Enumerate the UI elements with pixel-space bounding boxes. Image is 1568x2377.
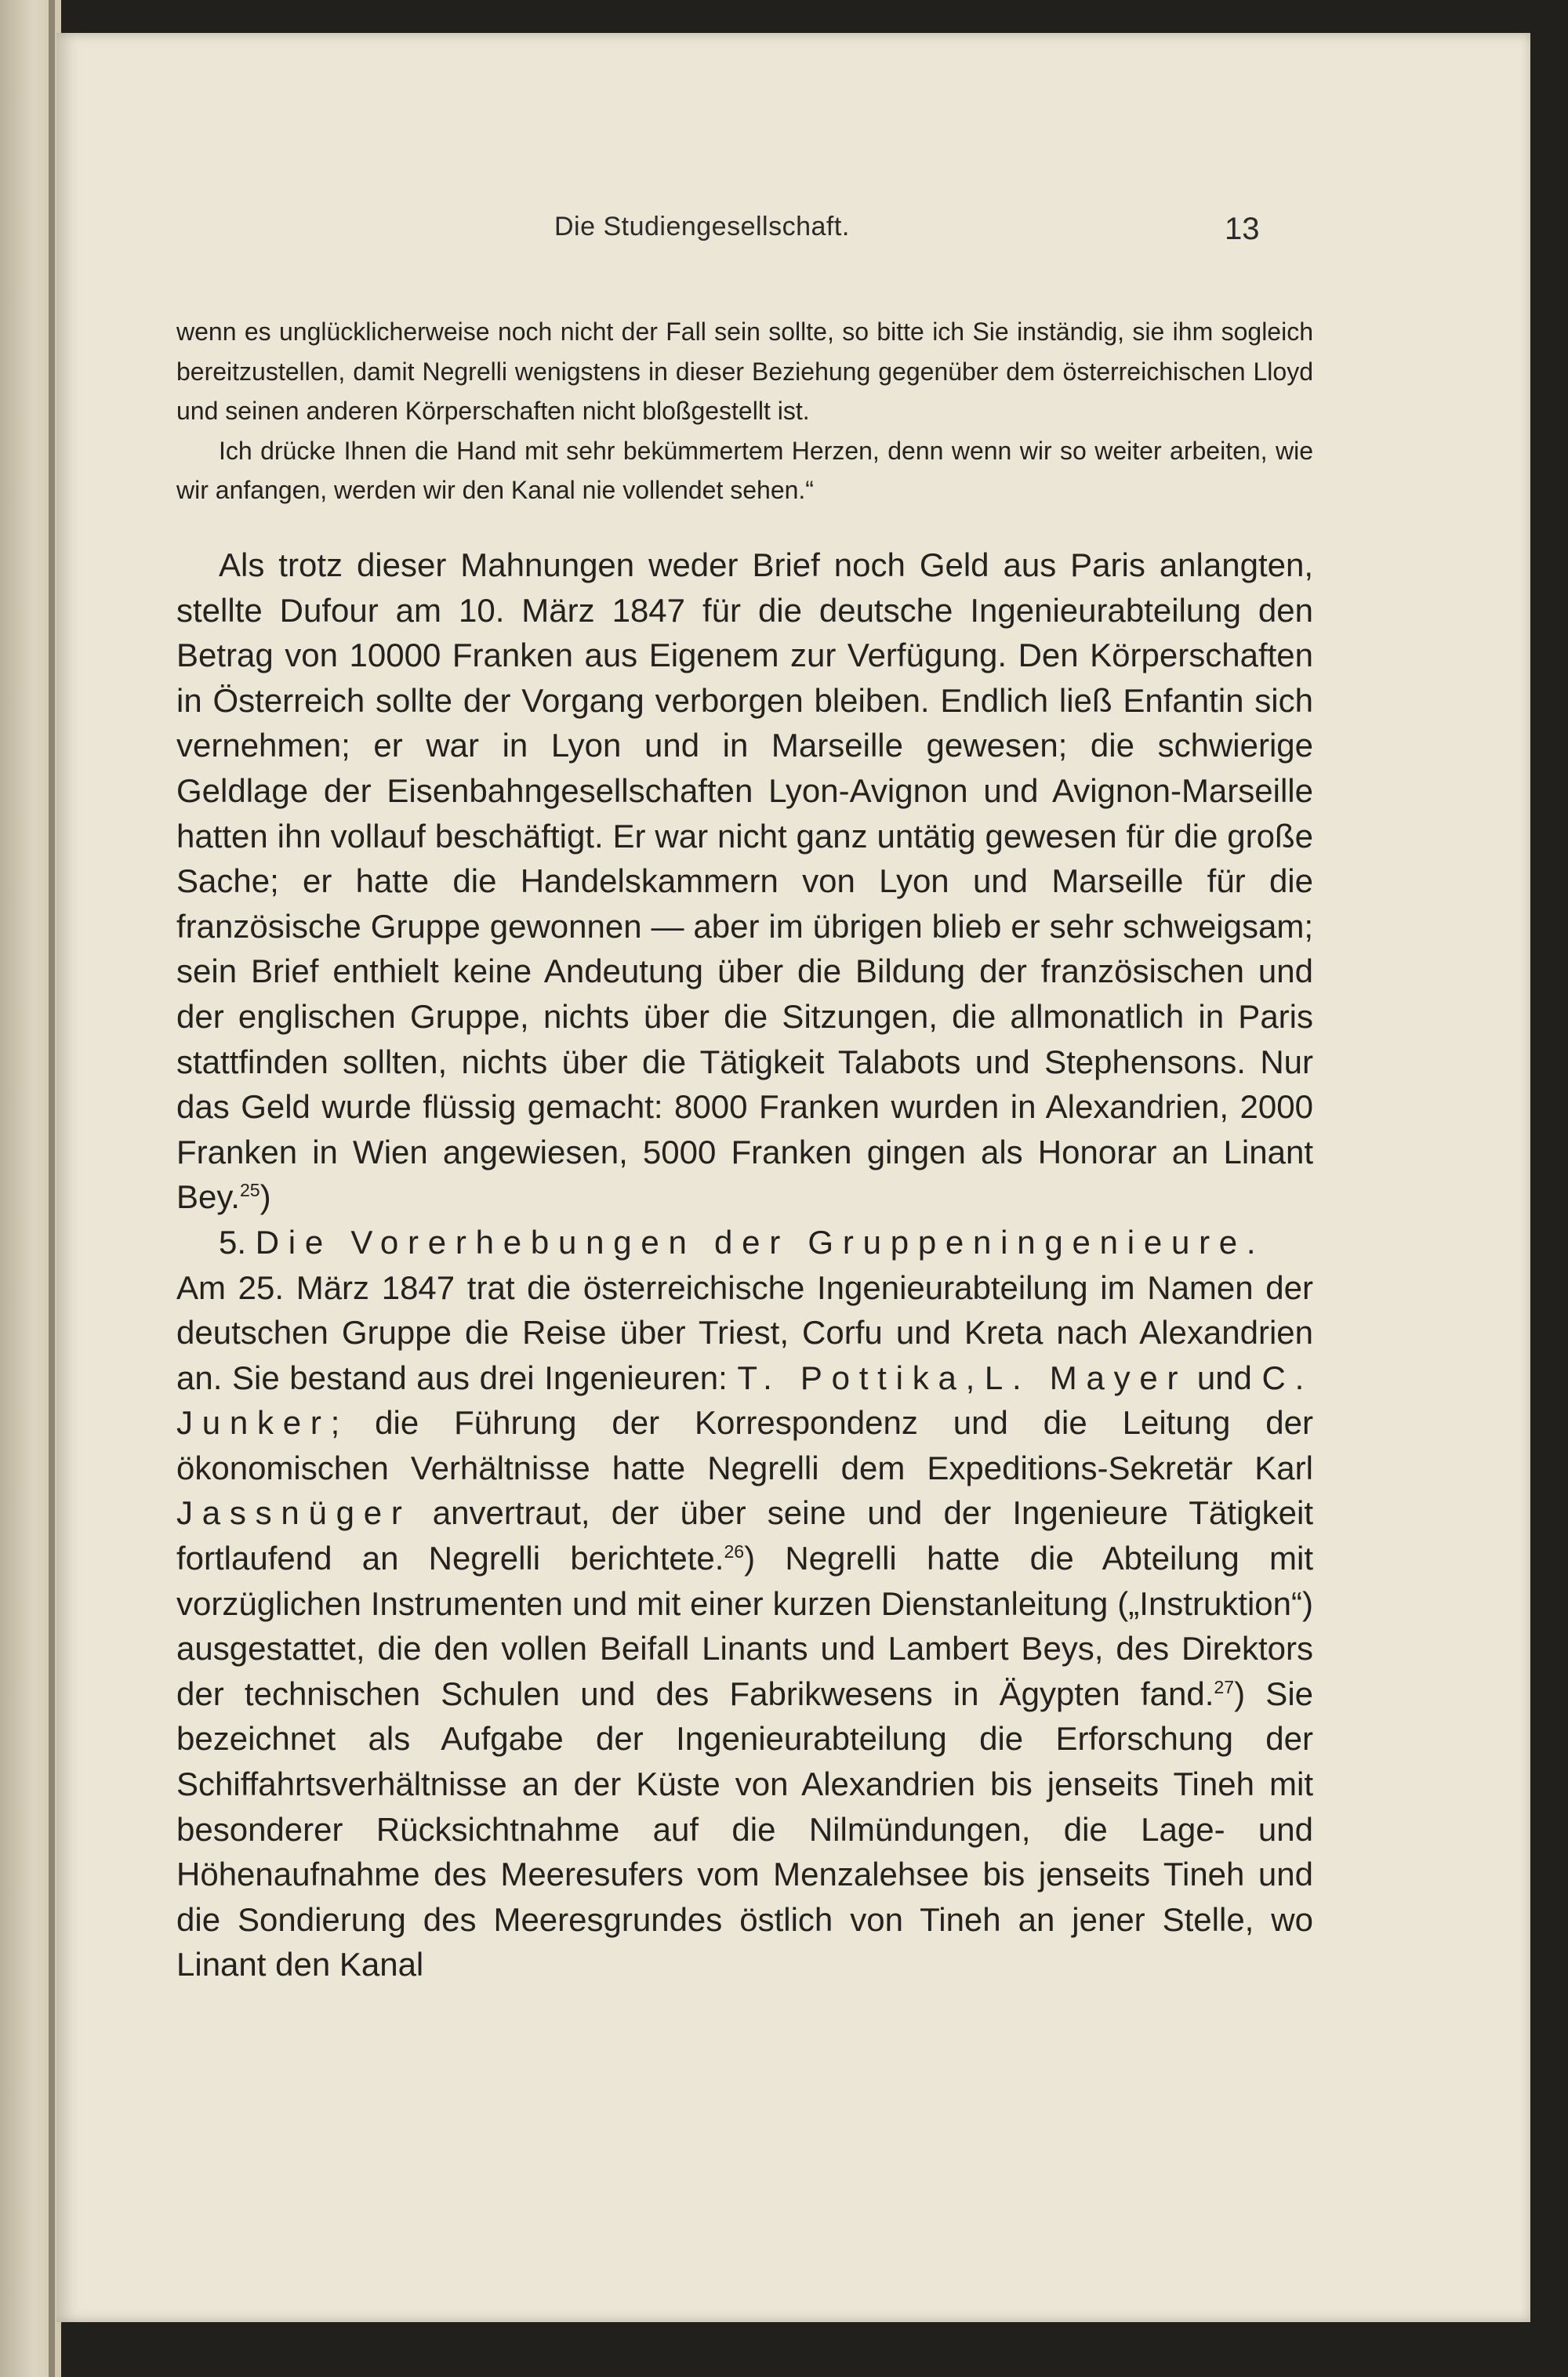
body-paragraph — [176, 1265, 1313, 1988]
body-text: ) Negrelli hatte die Abteilung mit vorzüglichen Instrumenten und mit einer kurzen Dienstanleitung („Instruktion“) ausgestattet, die den vollen Beifall Linants und Lambert Beys, des Direktors der technischen Schulen und des Fabrikwesens in Ägypten fand. — [176, 1540, 1313, 1712]
body-paragraph — [176, 543, 1313, 1220]
running-title: Die Studiengesellschaft. — [554, 212, 850, 241]
body-text: ) Sie bezeichnet als Aufgabe der Ingenieurabteilung die Erforschung der Schiffahrtsverhältnisse an der Küste von Alexandrien bis jenseits Tineh mit besonderer Rücksichtnahme auf die Nilmündungen, die Lage- und Höhenaufnahme des Meeresufers vom Menzalehsee bis jenseits Tineh und die Sondierung des Meeresgrundes östlich von Tineh an jener Stelle, wo Linant den Kanal — [176, 1675, 1314, 1983]
footnote-ref: 25 — [239, 1180, 260, 1201]
section-heading — [176, 1220, 1313, 1265]
body-text: ) — [260, 1178, 271, 1216]
footnote-ref: 26 — [724, 1541, 745, 1562]
body-text: Als trotz dieser Mahnungen weder Brief noch Geld aus Paris anlangten, stellte Dufour am 10. März 1847 für die deutsche Ingenieurabteilung den Betrag von 10000 Franken aus Eigenem zur Verfügung. Den Körperschaften in Österreich sollte der Vorgang verborgen bleiben. Endlich ließ Enfantin sich vernehmen; er war in Lyon und in Marseille gewesen; die schwierige Geldlage der Eisenbahngesellschaften Lyon-Avignon und Avignon-Marseille hatten ihn vollauf beschäftigt. Er war nicht ganz untätig gewesen für die große Sache; er hatte die Handelskammern von Lyon und Marseille für die französische Gruppe gewonnen — aber im übrigen blieb er sehr schweigsam; sein Brief enthielt keine Andeutung über die Bildung der französischen und der englischen Gruppe, nichts über die Sitzungen, die allmonatlich in Paris stattfinden sollten, nichts über die Tätigkeit Talabots und Stephensons. Nur das Geld wurde flüssig gemacht: 8000 Franken wurden in Alexandrien, 2000 Franken in Wien angewiesen, 5000 Franken gingen als Honorar an Linant Bey. — [176, 546, 1313, 1216]
body-text: , — [965, 1359, 985, 1396]
page-fold-shadow — [49, 0, 55, 2377]
body-text: ; die Führung der Korrespondenz und die Leitung der ökonomischen Verhältnisse hatte Negrelli dem Expeditions-Sekretär Karl — [176, 1404, 1313, 1486]
page-number: 13 — [1225, 212, 1260, 246]
body-text: anvertraut, der über seine und der Ingenieure Tätigkeit fortlaufend an Negrelli berichtete. — [176, 1494, 1313, 1577]
person-name: T. Pottika — [737, 1359, 966, 1396]
person-name: Jassnüger — [176, 1494, 412, 1532]
footnote-ref: 27 — [1214, 1676, 1235, 1697]
section-title: Die Vorerhebungen der Gruppeningenieure. — [255, 1223, 1265, 1261]
main-text — [176, 543, 1313, 1987]
person-name: L. Mayer — [984, 1359, 1188, 1396]
book-page — [56, 33, 1530, 2322]
section-number: 5. — [219, 1223, 247, 1261]
quote-paragraph: Ich drücke Ihnen die Hand mit sehr bekümmertem Herzen, denn wenn wir so weiter arbeiten, wie wir anfangen, werden wir den Kanal nie vollendet sehen.“ — [176, 436, 1313, 504]
body-text: Am 25. März 1847 trat die österreichische Ingenieurabteilung im Namen der deutschen Gruppe die Reise über Triest, Corfu und Kreta nach Alexandrien an. Sie bestand aus drei Ingenieuren: — [176, 1268, 1313, 1396]
body-text: und — [1187, 1359, 1262, 1396]
quoted-letter — [176, 312, 1313, 510]
page-header — [56, 212, 1530, 259]
person-name: C. Junker — [176, 1359, 1314, 1442]
quote-paragraph: wenn es unglücklicherweise noch nicht der Fall sein sollte, so bitte ich Sie inständig, sie ihm sogleich bereitzustellen, damit Negrelli wenigstens in dieser Beziehung gegenüber dem österreichischen Lloyd und seinen anderen Körperschaften nicht bloßgestellt ist. — [176, 318, 1313, 425]
